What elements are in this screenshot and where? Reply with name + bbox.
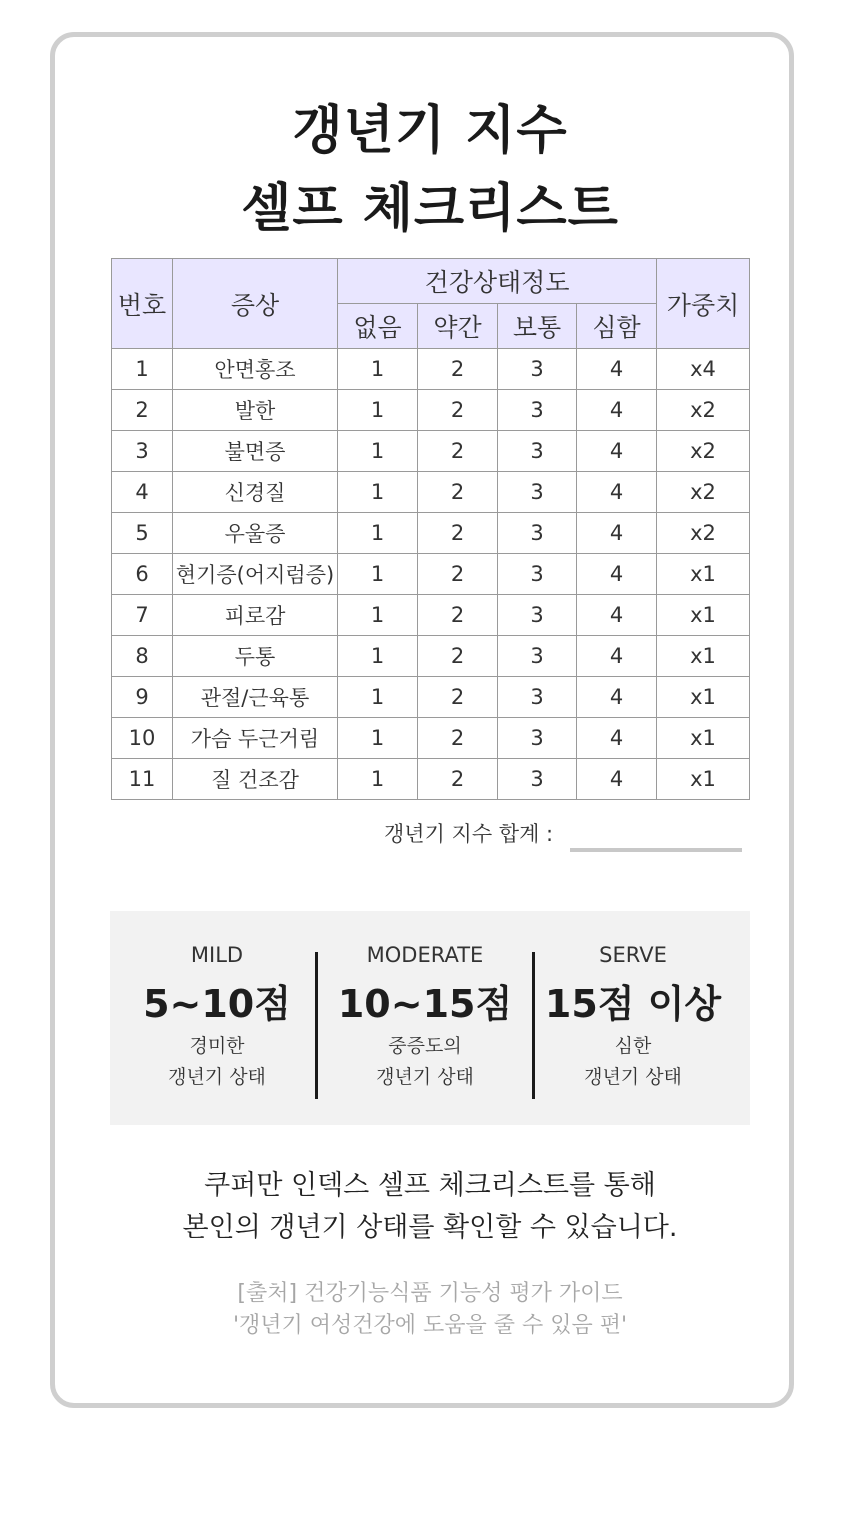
- score-slight: 2: [418, 472, 498, 513]
- row-weight: x1: [657, 595, 750, 636]
- level-score: 5~10점: [143, 982, 291, 1026]
- level-score: 15점 이상: [544, 982, 722, 1026]
- row-symptom: 우울증: [173, 513, 338, 554]
- header-weight: 가중치: [657, 259, 750, 349]
- table-row: [112, 718, 750, 759]
- row-number: 6: [112, 554, 173, 595]
- level-desc-line: 갱년기 상태: [168, 1066, 266, 1088]
- summary-line-2: 본인의 갱년기 상태를 확인할 수 있습니다.: [182, 1212, 678, 1243]
- score-severe: 4: [577, 349, 657, 390]
- header-level-none: 없음: [338, 304, 418, 349]
- table-row: [112, 595, 750, 636]
- score-slight: 2: [418, 390, 498, 431]
- table-row: [112, 677, 750, 718]
- score-severe: 4: [577, 595, 657, 636]
- score-none: 1: [338, 718, 418, 759]
- header-health-level: 건강상태정도: [338, 259, 657, 304]
- level-score: 10~15점: [337, 982, 513, 1026]
- score-none: 1: [338, 472, 418, 513]
- row-weight: x4: [657, 349, 750, 390]
- score-none: 1: [338, 513, 418, 554]
- row-number: 1: [112, 349, 173, 390]
- row-symptom: 현기증(어지럼증): [173, 554, 338, 595]
- table-row: [112, 513, 750, 554]
- row-weight: x1: [657, 636, 750, 677]
- score-moderate: 3: [498, 677, 577, 718]
- score-moderate: 3: [498, 636, 577, 677]
- row-number: 10: [112, 718, 173, 759]
- score-none: 1: [338, 677, 418, 718]
- header-no: 번호: [112, 259, 173, 349]
- score-severe: 4: [577, 390, 657, 431]
- level-description: [112, 1031, 322, 1093]
- score-moderate: 3: [498, 718, 577, 759]
- table-row: [112, 349, 750, 390]
- row-number: 5: [112, 513, 173, 554]
- score-moderate: 3: [498, 554, 577, 595]
- severity-panel: [110, 911, 750, 1125]
- summary-text: [0, 1165, 860, 1249]
- score-slight: 2: [418, 349, 498, 390]
- score-severe: 4: [577, 759, 657, 800]
- level-label: MILD: [190, 943, 244, 967]
- row-symptom: 가슴 두근거림: [173, 718, 338, 759]
- level-label: MODERATE: [366, 943, 484, 967]
- score-slight: 2: [418, 636, 498, 677]
- row-symptom: 두통: [173, 636, 338, 677]
- total-score-blank: [570, 848, 742, 852]
- row-symptom: 질 건조감: [173, 759, 338, 800]
- score-severe: 4: [577, 677, 657, 718]
- row-weight: x1: [657, 677, 750, 718]
- title-line-2: 셀프 체크리스트: [241, 179, 619, 239]
- score-none: 1: [338, 595, 418, 636]
- row-number: 9: [112, 677, 173, 718]
- row-symptom: 관절/근육통: [173, 677, 338, 718]
- level-desc-line: 갱년기 상태: [376, 1066, 474, 1088]
- level-label: SERVE: [599, 943, 667, 967]
- score-none: 1: [338, 390, 418, 431]
- score-severe: 4: [577, 431, 657, 472]
- row-symptom: 발한: [173, 390, 338, 431]
- source-line-1: [출처] 건강기능식품 기능성 평가 가이드: [237, 1281, 623, 1306]
- row-symptom: 신경질: [173, 472, 338, 513]
- level-description: [528, 1031, 738, 1093]
- table-row: [112, 759, 750, 800]
- level-desc-line: 갱년기 상태: [584, 1066, 682, 1088]
- score-none: 1: [338, 554, 418, 595]
- score-none: 1: [338, 349, 418, 390]
- score-moderate: 3: [498, 513, 577, 554]
- score-severe: 4: [577, 554, 657, 595]
- row-number: 7: [112, 595, 173, 636]
- title-line-1: 갱년기 지수: [292, 101, 568, 161]
- level-divider: [315, 952, 318, 1099]
- total-score-label: 갱년기 지수 합계 :: [384, 822, 554, 846]
- row-symptom: 안면홍조: [173, 349, 338, 390]
- row-weight: x2: [657, 513, 750, 554]
- score-moderate: 3: [498, 759, 577, 800]
- header-level-severe: 심함: [577, 304, 657, 349]
- score-severe: 4: [577, 513, 657, 554]
- score-severe: 4: [577, 472, 657, 513]
- row-weight: x1: [657, 759, 750, 800]
- row-number: 3: [112, 431, 173, 472]
- row-number: 2: [112, 390, 173, 431]
- row-weight: x1: [657, 554, 750, 595]
- score-none: 1: [338, 431, 418, 472]
- score-moderate: 3: [498, 472, 577, 513]
- score-none: 1: [338, 636, 418, 677]
- table-row: [112, 554, 750, 595]
- level-desc-line: 경미한: [189, 1035, 245, 1057]
- score-slight: 2: [418, 595, 498, 636]
- level-desc-line: 심한: [614, 1035, 652, 1057]
- row-number: 8: [112, 636, 173, 677]
- summary-line-1: 쿠퍼만 인덱스 셀프 체크리스트를 통해: [204, 1170, 656, 1201]
- source-note: [0, 1278, 860, 1342]
- score-severe: 4: [577, 718, 657, 759]
- row-weight: x2: [657, 390, 750, 431]
- table-body: [112, 349, 750, 800]
- header-level-slight: 약간: [418, 304, 498, 349]
- row-weight: x2: [657, 431, 750, 472]
- header-level-moderate: 보통: [498, 304, 577, 349]
- header-symptom: 증상: [173, 259, 338, 349]
- score-moderate: 3: [498, 595, 577, 636]
- level-description: [320, 1031, 530, 1093]
- row-symptom: 피로감: [173, 595, 338, 636]
- row-number: 4: [112, 472, 173, 513]
- score-moderate: 3: [498, 431, 577, 472]
- table-row: [112, 472, 750, 513]
- score-severe: 4: [577, 636, 657, 677]
- row-symptom: 불면증: [173, 431, 338, 472]
- table-row: [112, 431, 750, 472]
- score-moderate: 3: [498, 390, 577, 431]
- score-slight: 2: [418, 513, 498, 554]
- source-line-2: '갱년기 여성건강에 도움을 줄 수 있음 편': [232, 1313, 628, 1338]
- score-none: 1: [338, 759, 418, 800]
- score-slight: 2: [418, 431, 498, 472]
- row-weight: x2: [657, 472, 750, 513]
- score-slight: 2: [418, 759, 498, 800]
- score-moderate: 3: [498, 349, 577, 390]
- level-desc-line: 중증도의: [388, 1035, 462, 1057]
- table-row: [112, 636, 750, 677]
- score-slight: 2: [418, 677, 498, 718]
- checklist-table: [111, 258, 750, 800]
- page-title: [0, 92, 860, 248]
- score-slight: 2: [418, 718, 498, 759]
- table-row: [112, 390, 750, 431]
- row-number: 11: [112, 759, 173, 800]
- row-weight: x1: [657, 718, 750, 759]
- score-slight: 2: [418, 554, 498, 595]
